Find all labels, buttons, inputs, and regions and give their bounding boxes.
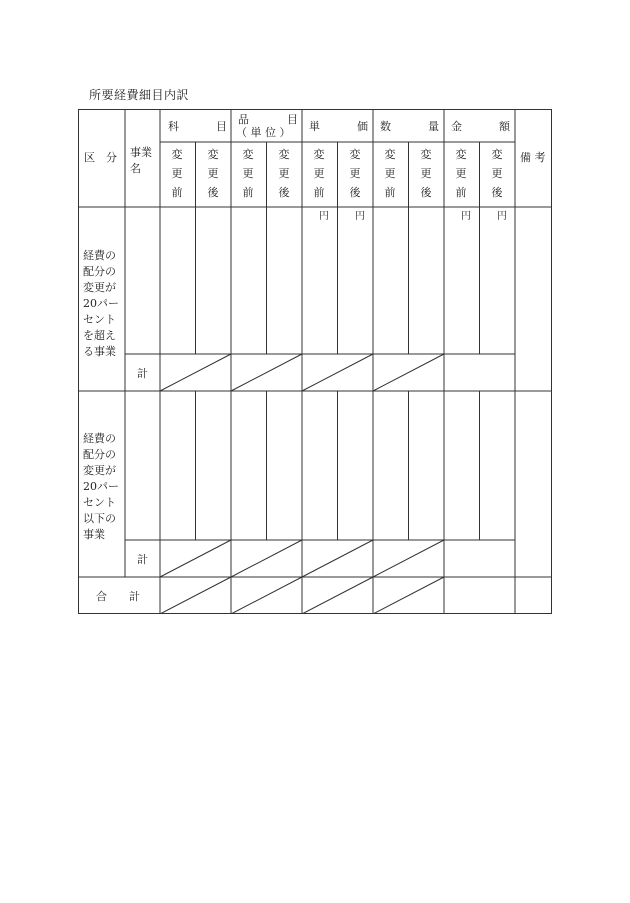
section1-label-line: る事業	[83, 345, 116, 358]
char: 後	[207, 186, 219, 199]
header-suryo-left: 数	[380, 120, 391, 133]
char: 変	[491, 148, 503, 161]
section2-label-line: 経費の	[83, 432, 116, 445]
header-after-suryo	[418, 145, 434, 202]
header-tanka-left: 単	[309, 120, 320, 133]
header-before-kamoku	[169, 145, 185, 202]
section2-label-line: 配分の	[83, 448, 116, 461]
char: 変	[455, 148, 467, 161]
grand-total-label: 合 計	[96, 590, 140, 603]
char: 前	[242, 186, 254, 199]
section1-label-line: 変更が	[83, 281, 116, 294]
char: 変	[420, 148, 432, 161]
header-biko: 備 考	[520, 151, 546, 164]
char: 変	[171, 148, 183, 161]
char: 更	[455, 167, 467, 180]
section1-label-line: セント	[83, 313, 116, 326]
char: 前	[313, 186, 325, 199]
unit-yen-tanka-before: 円	[319, 211, 329, 222]
section1-label	[83, 248, 119, 360]
header-after-hinmoku	[276, 145, 292, 202]
section2-label-line: 事業	[83, 528, 105, 541]
char: 変	[349, 148, 361, 161]
char: 更	[491, 167, 503, 180]
char: 更	[207, 167, 219, 180]
char: 変	[384, 148, 396, 161]
header-jigyomei-line: 事業	[130, 146, 152, 159]
section2-label-line: 20パー	[83, 480, 119, 493]
header-jigyomei	[130, 145, 152, 177]
section1-label-line: 20パー	[83, 297, 119, 310]
char: 更	[384, 167, 396, 180]
expense-breakdown-table	[78, 109, 552, 614]
header-kamoku-left: 科	[168, 120, 179, 133]
unit-yen-kingaku-after: 円	[497, 211, 507, 222]
header-tani: （ 単 位 ）	[236, 126, 291, 139]
header-before-tanka	[311, 145, 327, 202]
header-before-suryo	[382, 145, 398, 202]
header-jigyomei-line: 名	[130, 162, 141, 175]
char: 後	[420, 186, 432, 199]
header-hinmoku-right: 目	[287, 113, 298, 126]
char: 更	[349, 167, 361, 180]
char: 後	[278, 186, 290, 199]
char: 更	[420, 167, 432, 180]
section2-label-line: 以下の	[83, 512, 116, 525]
header-tanka-right: 価	[357, 120, 368, 133]
char: 後	[349, 186, 361, 199]
header-kamoku-right: 目	[216, 120, 227, 133]
header-hinmoku-left: 品	[238, 113, 249, 126]
unit-yen-tanka-after: 円	[355, 211, 365, 222]
section1-label-line: 配分の	[83, 265, 116, 278]
char: 変	[278, 148, 290, 161]
section2-subtotal-label: 計	[137, 553, 148, 566]
header-suryo-right: 量	[428, 120, 439, 133]
char: 更	[171, 167, 183, 180]
char: 前	[384, 186, 396, 199]
document-title: 所要経費細目内訳	[89, 88, 190, 102]
header-after-tanka	[347, 145, 363, 202]
header-kubun: 区 分	[84, 151, 117, 164]
section2-label	[83, 431, 119, 543]
header-after-kamoku	[205, 145, 221, 202]
char: 前	[171, 186, 183, 199]
section2-label-line: 変更が	[83, 464, 116, 477]
unit-yen-kingaku-before: 円	[461, 211, 471, 222]
char: 後	[491, 186, 503, 199]
header-before-kingaku	[453, 145, 469, 202]
char: 更	[313, 167, 325, 180]
section1-label-line: 経費の	[83, 249, 116, 262]
header-kingaku-left: 金	[451, 120, 462, 133]
char: 前	[455, 186, 467, 199]
section1-label-line: を超え	[83, 329, 116, 342]
header-after-kingaku	[489, 145, 505, 202]
section2-label-line: セント	[83, 496, 116, 509]
section1-subtotal-label: 計	[137, 367, 148, 380]
header-kingaku-right: 額	[499, 120, 510, 133]
header-before-hinmoku	[240, 145, 256, 202]
char: 変	[242, 148, 254, 161]
char: 変	[313, 148, 325, 161]
char: 更	[242, 167, 254, 180]
char: 更	[278, 167, 290, 180]
char: 変	[207, 148, 219, 161]
